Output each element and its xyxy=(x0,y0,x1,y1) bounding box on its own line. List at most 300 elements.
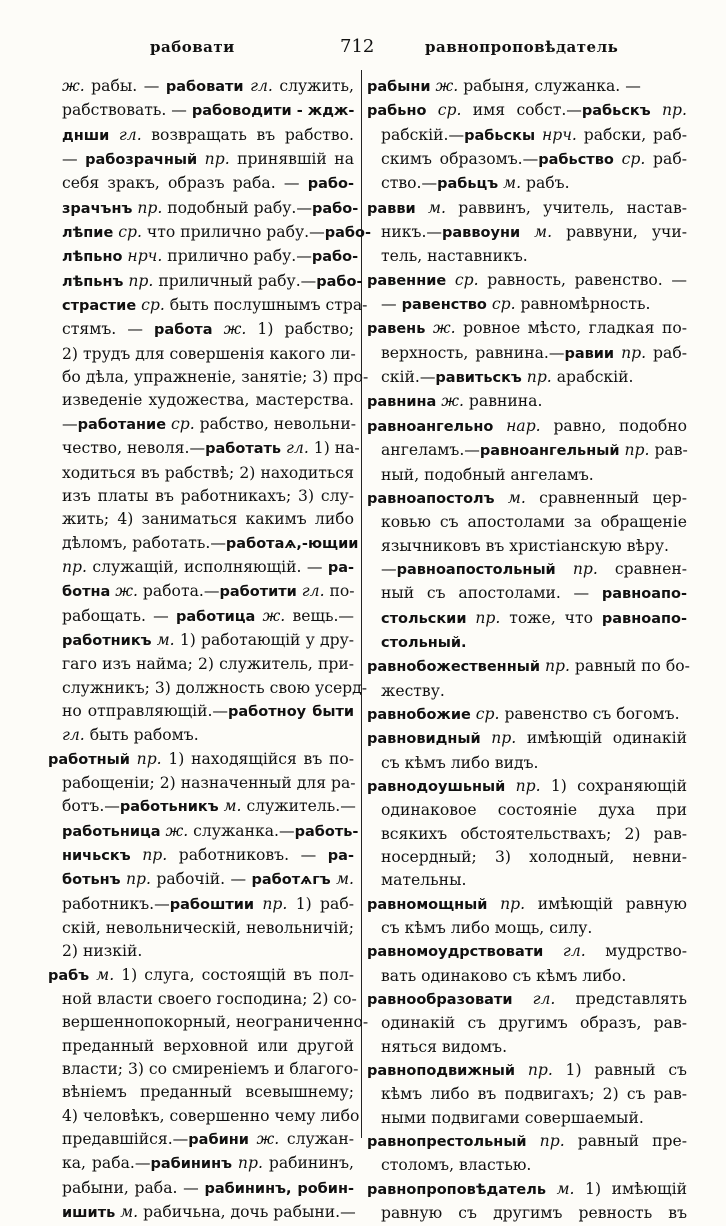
grammar-label: ж. xyxy=(425,319,456,338)
definition-text: 1) работающій у дру- xyxy=(174,630,355,649)
definition-text: принявшій на xyxy=(229,150,354,169)
entry-line xyxy=(48,462,354,485)
headword: работноу быти xyxy=(228,703,355,720)
headword: равнобожие xyxy=(367,706,471,723)
headword: ничьскъ xyxy=(62,848,131,864)
entry-line xyxy=(367,823,687,846)
headword: рабо- xyxy=(324,225,371,242)
entry-line xyxy=(48,270,363,294)
definition-text: скій, невольническій, невольничій; xyxy=(62,919,354,938)
entry-line xyxy=(48,389,354,412)
entry-line xyxy=(367,293,687,317)
entry-line xyxy=(48,366,369,389)
grammar-label: нар. xyxy=(493,416,541,435)
definition-text: сравненный цер- xyxy=(525,488,687,507)
definition-text: мательны. xyxy=(381,871,467,890)
headword: рабыни xyxy=(367,79,431,95)
headword: рабовати xyxy=(165,79,244,95)
definition-text: служанка.— xyxy=(188,821,295,840)
entry-line xyxy=(48,820,359,844)
grammar-label: ср. xyxy=(426,101,462,120)
headword: рабининъ, робин- xyxy=(204,1180,354,1197)
grammar-label: м. xyxy=(151,630,175,649)
entry-line xyxy=(48,940,354,963)
headword: лѣпие xyxy=(62,225,114,242)
definition-text: стямъ. — xyxy=(62,320,155,339)
definition-text: ангеламъ.— xyxy=(381,441,480,460)
entry-line xyxy=(367,703,687,727)
definition-text: рабичьна, дочь рабыни.— xyxy=(138,1203,356,1222)
grammar-label: м. xyxy=(89,965,115,984)
definition-text: изведеніе художества, мастерства. xyxy=(62,391,354,410)
entry-line xyxy=(48,724,354,747)
entry-line xyxy=(367,535,687,558)
definition-text: — xyxy=(62,414,78,433)
grammar-label: пр. xyxy=(487,894,526,913)
grammar-label: ср. xyxy=(613,150,646,169)
definition-text: никъ.— xyxy=(381,223,443,242)
entry-line xyxy=(367,846,687,869)
definition-text: предавшійся.— xyxy=(62,1130,189,1149)
grammar-label: пр. xyxy=(120,870,151,889)
grammar-label: пр. xyxy=(123,271,154,290)
headword: ботьнъ xyxy=(62,872,121,889)
entry-line xyxy=(48,124,354,148)
entry-line xyxy=(367,269,687,293)
definition-text: преданный верховной или другой xyxy=(62,1036,354,1055)
grammar-label: ж. xyxy=(255,606,286,625)
definition-text: кѣмъ либо въ подвигахъ; 2) съ рав- xyxy=(381,1085,687,1104)
definition-text: но отправляющій.— xyxy=(62,701,229,720)
definition-text: представлять xyxy=(555,990,687,1009)
definition-text: верхность, равнина.— xyxy=(381,343,565,362)
entry-line xyxy=(48,197,359,221)
definition-text: — xyxy=(381,559,397,578)
definition-text: власти; 3) со смиреніемъ и благого- xyxy=(62,1060,359,1079)
definition-text: скій.— xyxy=(381,368,436,387)
definition-text: возвращать въ рабство. xyxy=(141,125,354,144)
grammar-label: гл. xyxy=(296,582,325,601)
entry-line xyxy=(48,772,354,795)
headword: рабьство xyxy=(538,152,614,169)
definition-text: мудрство- xyxy=(585,942,687,961)
headword: равенние xyxy=(367,272,447,289)
grammar-label: пр. xyxy=(132,198,163,217)
headword: стольскии xyxy=(381,610,467,627)
definition-text: раб- xyxy=(646,343,687,362)
entry-line xyxy=(48,556,354,580)
entry-line xyxy=(48,99,354,123)
headword: зрачънъ xyxy=(62,200,133,217)
entry-line xyxy=(48,1201,354,1225)
definition-text: ходиться въ рабствѣ; 2) находиться xyxy=(62,463,354,482)
headword: рабо- xyxy=(307,176,354,193)
entry-line xyxy=(48,413,354,437)
grammar-label: пр. xyxy=(526,1132,565,1151)
definition-text: рабощеніи; 2) назначенный для ра- xyxy=(62,773,356,792)
entry-line xyxy=(48,988,357,1011)
entry-line xyxy=(367,1154,687,1177)
entry-line xyxy=(48,245,359,269)
definition-text: служан- xyxy=(279,1130,355,1149)
entry-line xyxy=(367,245,687,268)
headword: страстие xyxy=(62,298,137,315)
headword: равнобожественный xyxy=(367,659,540,676)
headword: рабьно xyxy=(367,103,427,120)
definition-text: носердный; 3) холодный, невни- xyxy=(381,848,687,866)
headword: ра- xyxy=(327,848,354,864)
entry-line xyxy=(367,799,687,822)
grammar-label: пр. xyxy=(254,894,288,913)
entry-line xyxy=(48,653,354,676)
definition-text: равенство съ богомъ. xyxy=(499,704,680,723)
page-header xyxy=(0,28,726,68)
definition-text: служникъ; 3) должность свою усерд- xyxy=(62,678,368,697)
definition-text: няться видомъ. xyxy=(381,1037,508,1056)
definition-text: всякихъ обстоятельствахъ; 2) рав- xyxy=(381,824,687,843)
entry-line xyxy=(367,1012,687,1035)
entry-line xyxy=(367,680,687,703)
headword: работьница xyxy=(62,823,161,840)
definition-text: 2) трудъ для совершенія какого ли- xyxy=(62,344,356,363)
entry-line xyxy=(367,917,687,940)
definition-text: ка, раба.— xyxy=(62,1154,151,1173)
grammar-label: ж. xyxy=(62,77,85,95)
grammar-label: ж. xyxy=(248,1130,280,1149)
headword: ишить xyxy=(62,1205,116,1222)
definition-text: 1) сохраняющій xyxy=(540,776,687,795)
definition-text: чество, неволя.— xyxy=(62,439,206,458)
definition-text: равный по бо- xyxy=(569,657,690,676)
entry-line xyxy=(367,940,687,964)
definition-text: рабыня, служанка. — xyxy=(458,77,641,95)
entry-line xyxy=(48,1152,354,1176)
definition-text: ровное мѣсто, гладкая по- xyxy=(455,319,687,338)
entry-line xyxy=(48,917,354,940)
entry-line xyxy=(48,1058,359,1081)
definition-text: тель, наставникъ. xyxy=(381,247,528,266)
headword: равии xyxy=(564,345,615,362)
entry-line xyxy=(48,700,354,724)
grammar-label: гл. xyxy=(243,77,273,95)
headword: рабини xyxy=(188,1132,249,1149)
definition-text: служить, xyxy=(272,77,354,95)
grammar-label: м. xyxy=(520,223,553,242)
grammar-label: пр. xyxy=(540,657,570,676)
entry-line xyxy=(367,511,687,534)
entry-line xyxy=(48,1035,354,1058)
grammar-label: пр. xyxy=(619,441,650,460)
definition-text: раввинъ, учитель, настав- xyxy=(445,198,687,217)
right-column xyxy=(367,75,690,1226)
entry-line xyxy=(367,124,687,148)
headword: ра- xyxy=(327,559,354,576)
definition-text: жеству. xyxy=(381,681,445,700)
definition-text: рабскій.— xyxy=(381,125,465,144)
definition-text: рабощать. — xyxy=(62,606,176,625)
entry-line xyxy=(48,844,354,868)
entry-line xyxy=(367,197,687,221)
headword: рабозрачный xyxy=(85,152,198,169)
definition-text: — xyxy=(62,150,86,169)
definition-text: приличный рабу.— xyxy=(153,271,317,290)
grammar-label: ср. xyxy=(470,704,500,723)
grammar-label: ср. xyxy=(136,296,165,315)
definition-text: сравнен- xyxy=(597,559,687,578)
grammar-label: ж. xyxy=(110,582,138,601)
entry-line xyxy=(48,485,354,508)
entry-line xyxy=(48,532,359,556)
entry-line xyxy=(48,748,354,772)
grammar-label: пр. xyxy=(62,557,87,576)
definition-text: вершеннопокорный, неограниченно- xyxy=(62,1013,369,1032)
grammar-label: пр. xyxy=(521,368,552,387)
definition-text: 1) рабство; xyxy=(246,320,355,339)
grammar-label: м. xyxy=(218,797,242,816)
left-column xyxy=(48,75,371,1226)
headword: равноподвижный xyxy=(367,1063,516,1080)
entry-line xyxy=(48,1081,354,1104)
definition-text: равномѣрность. xyxy=(515,295,651,314)
entry-line xyxy=(48,75,354,99)
headword: рабьцъ xyxy=(437,176,499,193)
grammar-label: ср. xyxy=(486,295,516,314)
entry-line xyxy=(48,437,360,461)
header-right-guideword: равнопроповѣдатель xyxy=(425,38,619,56)
entry-line xyxy=(367,487,687,511)
entry-line xyxy=(48,1177,354,1201)
entry-line xyxy=(367,172,687,196)
definition-text: одинакій съ другимъ образъ, рав- xyxy=(381,1014,687,1033)
definition-text: скимъ образомъ.— xyxy=(381,150,539,169)
headword: работѧгъ xyxy=(251,872,331,889)
definition-text: ный, подобный ангеламъ. xyxy=(381,465,594,484)
headword: равень xyxy=(367,321,426,338)
headword: равноангельный xyxy=(479,443,620,460)
definition-text: равную съ другимъ ревность въ xyxy=(381,1204,687,1223)
definition-text: имѣющій одинакій xyxy=(516,729,687,748)
entry-line xyxy=(48,318,354,342)
definition-text: рабски, раб- xyxy=(576,125,687,144)
headword: равнопрестольный xyxy=(367,1134,527,1151)
definition-text: рабыни, раба. — xyxy=(62,1178,205,1197)
grammar-label: пр. xyxy=(197,150,230,169)
headword: работица xyxy=(175,608,256,625)
entry-line xyxy=(367,775,687,799)
entry-line xyxy=(48,795,354,819)
grammar-label: ср. xyxy=(166,414,195,433)
headword: равитьскъ xyxy=(435,370,522,387)
definition-text: имѣющій равную xyxy=(525,894,687,913)
grammar-label: пр. xyxy=(555,559,598,578)
headword: работный xyxy=(48,751,130,768)
definition-text: тоже, что xyxy=(500,608,602,627)
entry-line xyxy=(367,655,690,679)
headword: равномоудрствовати xyxy=(367,944,544,961)
headword: равнодоушьный xyxy=(367,778,506,795)
grammar-label: гл. xyxy=(512,990,556,1009)
definition-text: имя собст.— xyxy=(461,101,582,120)
headword: рабо- xyxy=(316,273,363,290)
definition-text: гаго изъ найма; 2) служитель, при- xyxy=(62,655,354,674)
definition-text: себя зракъ, образъ раба. — xyxy=(62,174,308,193)
entry-line xyxy=(48,1128,354,1152)
definition-text: рабы. — xyxy=(84,77,166,95)
definition-text: раввуни, учи- xyxy=(552,223,687,242)
definition-text: 1) имѣющій xyxy=(574,1179,687,1198)
headword: равнообразовати xyxy=(367,992,513,1009)
entry-line xyxy=(367,1178,687,1202)
grammar-label: пр. xyxy=(130,846,168,864)
headword: рабъ xyxy=(48,967,90,984)
entry-line xyxy=(367,988,687,1012)
definition-text: жить; 4) заниматься какимъ либо xyxy=(62,510,354,529)
definition-text: служащій, исполняющій. — xyxy=(86,557,328,576)
headword: лѣпьнъ xyxy=(62,273,124,290)
headword: стольный. xyxy=(381,634,467,651)
grammar-label: м. xyxy=(498,174,522,193)
entry-line xyxy=(367,558,687,582)
entry-line xyxy=(48,868,354,892)
grammar-label: нрч. xyxy=(535,125,577,144)
entry-line xyxy=(48,677,368,700)
definition-text: быть послушнымъ стра- xyxy=(164,296,368,315)
headword: рабининъ xyxy=(150,1156,232,1173)
entry-line xyxy=(367,607,687,631)
definition-text: работа.— xyxy=(137,582,220,601)
definition-text: равность, равенство. — xyxy=(478,270,687,289)
headword: работити xyxy=(219,584,297,601)
headword: работа xyxy=(154,322,213,339)
entry-line xyxy=(367,893,687,917)
grammar-label: пр. xyxy=(505,776,541,795)
headword: работь- xyxy=(294,823,359,840)
headword: равноапостольный xyxy=(396,561,556,578)
definition-text: съ кѣмъ либо мощь, силу. xyxy=(381,919,593,938)
definition-text: — xyxy=(381,295,402,314)
definition-text: рабъ. xyxy=(521,174,570,193)
entry-line xyxy=(367,1107,687,1130)
headword: ботна xyxy=(62,584,111,601)
definition-text: 1) слуга, состоящій въ пол- xyxy=(114,965,354,984)
grammar-label: ж. xyxy=(212,320,247,339)
definition-text: равный пре- xyxy=(564,1132,687,1151)
headword: работать xyxy=(205,441,282,458)
grammar-label: ж. xyxy=(160,821,189,840)
grammar-label: ср. xyxy=(446,270,479,289)
headword: равноапо- xyxy=(601,610,687,627)
entry-line xyxy=(48,221,371,245)
grammar-label: м. xyxy=(115,1203,139,1222)
definition-text: изъ платы въ работникахъ; 3) слу- xyxy=(62,486,354,505)
entry-line xyxy=(367,1036,687,1059)
entry-line xyxy=(367,317,687,341)
grammar-label: пр. xyxy=(232,1154,263,1173)
definition-text: 4) человѣкъ, совершенно чему либо xyxy=(62,1106,360,1125)
grammar-label: пр. xyxy=(614,343,647,362)
page-number: 712 xyxy=(340,36,375,57)
definition-text: быть рабомъ. xyxy=(84,726,199,745)
entry-line xyxy=(48,508,354,531)
definition-text: ковью съ апостолами за обращеніе xyxy=(381,513,687,532)
headword: рабо- xyxy=(311,200,359,217)
entry-line xyxy=(367,464,687,487)
headword: работаѧ,-ющии xyxy=(225,535,359,552)
headword: работьникъ xyxy=(119,799,219,816)
entry-line xyxy=(48,893,354,917)
entry-line xyxy=(367,439,687,463)
grammar-label: гл. xyxy=(62,726,85,745)
grammar-label: пр. xyxy=(480,729,517,748)
grammar-label: ж. xyxy=(436,392,464,411)
headword: рабьскъ xyxy=(581,103,651,120)
definition-text: равно, подобно xyxy=(540,416,687,435)
grammar-label: м. xyxy=(546,1179,575,1198)
headword: рабоштии xyxy=(169,896,255,913)
entry-line xyxy=(367,727,687,751)
definition-text: бо дѣла, упражненіе, занятіе; 3) про- xyxy=(62,368,369,387)
headword: рабо- xyxy=(311,249,359,266)
grammar-label: нрч. xyxy=(122,247,163,266)
entry-line xyxy=(48,580,354,604)
entry-line xyxy=(367,965,687,988)
headword: раввоуни xyxy=(442,225,521,242)
entry-line xyxy=(48,964,354,988)
definition-text: ство.— xyxy=(381,174,438,193)
definition-text: одинаковое состояніе духа при xyxy=(381,801,687,820)
headword: равнопроповѣдатель xyxy=(367,1181,547,1198)
definition-text: язычниковъ въ христіанскую вѣру. xyxy=(381,536,669,555)
entry-line xyxy=(367,75,687,99)
definition-text: вать одинаково съ кѣмъ либо. xyxy=(381,966,627,985)
entry-line xyxy=(48,1011,369,1034)
grammar-label: ж. xyxy=(430,77,459,95)
entry-line xyxy=(48,605,354,629)
definition-text: равнина. xyxy=(463,392,543,411)
grammar-label: пр. xyxy=(129,749,162,768)
definition-text: подобный рабу.— xyxy=(162,198,312,217)
entry-line xyxy=(367,1202,687,1225)
entry-line xyxy=(48,629,354,653)
grammar-label: пр. xyxy=(650,101,687,120)
definition-text: рабство, невольни- xyxy=(194,414,356,433)
headword: равновидный xyxy=(367,731,481,748)
headword: равноапо- xyxy=(601,586,687,603)
entry-line xyxy=(367,366,687,390)
entry-line xyxy=(48,172,354,196)
grammar-label: гл. xyxy=(281,439,309,458)
definition-text: дѣломъ, работать.— xyxy=(62,533,226,552)
definition-text: рабствовать. — xyxy=(62,101,192,120)
definition-text: 1) равный съ xyxy=(552,1061,687,1080)
entry-line xyxy=(367,148,687,172)
headword: лѣпьно xyxy=(62,249,123,266)
entry-line xyxy=(367,752,687,775)
grammar-label: м. xyxy=(415,198,446,217)
headword: рабоводити - ждж- xyxy=(191,103,355,120)
definition-text: по- xyxy=(324,582,355,601)
entry-line xyxy=(48,294,368,318)
grammar-label: м. xyxy=(330,870,354,889)
entry-line xyxy=(367,1130,687,1154)
grammar-label: гл. xyxy=(543,942,586,961)
entry-line xyxy=(367,582,687,606)
definition-text: съ кѣмъ либо видъ. xyxy=(381,753,539,772)
definition-text: арабскій. xyxy=(551,368,634,387)
entry-line xyxy=(367,1083,687,1106)
grammar-label: пр. xyxy=(515,1061,553,1080)
definition-text: 1) на- xyxy=(308,439,360,458)
